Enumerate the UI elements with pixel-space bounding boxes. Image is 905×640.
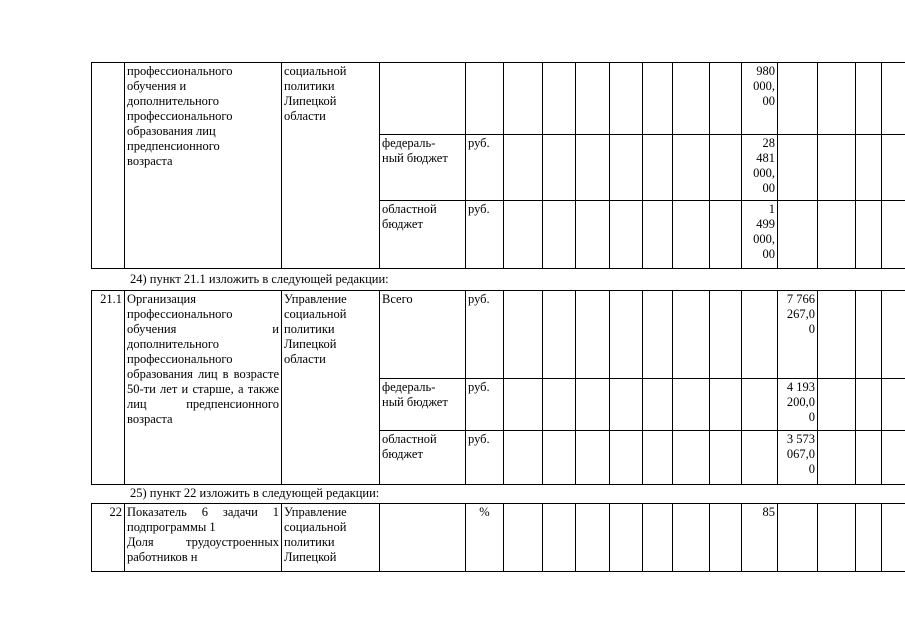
- unit-cell: руб.: [466, 201, 504, 269]
- table-row: [92, 291, 905, 379]
- amendment-note-24: 24) пункт 21.1 изложить в следующей редакции:: [130, 272, 389, 286]
- funding-source: федераль- ный бюджет: [380, 379, 466, 431]
- table-continuation: [91, 62, 905, 269]
- unit-cell: %: [466, 504, 504, 572]
- table-row: [92, 63, 905, 135]
- funding-source: [380, 63, 466, 135]
- measure-description: профессионального обучения и дополнительного профессионального образования лиц предпенсионного возраста: [125, 63, 282, 269]
- value-cell: 980 000, 00: [742, 63, 778, 135]
- unit-cell: руб.: [466, 291, 504, 379]
- value-cell: 4 193 200,0 0: [778, 379, 818, 431]
- funding-source: областной бюджет: [380, 201, 466, 269]
- unit-cell: руб.: [466, 379, 504, 431]
- unit-cell: руб.: [466, 431, 504, 485]
- responsible-executor: социальной политики Липецкой области: [282, 63, 380, 269]
- value-cell: 3 573 067,0 0: [778, 431, 818, 485]
- value-cell: 7 766 267,0 0: [778, 291, 818, 379]
- funding-source: Всего: [380, 291, 466, 379]
- amendment-note-25: 25) пункт 22 изложить в следующей редакции:: [130, 486, 380, 500]
- item-number: 22: [92, 504, 125, 572]
- value-cell: 1 499 000, 00: [742, 201, 778, 269]
- funding-source: федераль- ный бюджет: [380, 135, 466, 201]
- number-cell: [92, 63, 125, 269]
- value-cell: 28 481 000, 00: [742, 135, 778, 201]
- item-number: 21.1: [92, 291, 125, 485]
- unit-cell: [466, 63, 504, 135]
- indicator-description: Показатель 6 задачи 1 подпрограммы 1 Доля трудоустроенных работников н: [125, 504, 282, 572]
- responsible-executor: Управление социальной политики Липецкой области: [282, 291, 380, 485]
- table-row: [92, 504, 905, 572]
- table-item-22: [91, 503, 905, 572]
- funding-source: областной бюджет: [380, 431, 466, 485]
- responsible-executor: Управление социальной политики Липецкой: [282, 504, 380, 572]
- unit-cell: руб.: [466, 135, 504, 201]
- measure-description: Организация профессионального обучения и дополнительного профессионального образования лиц в возрасте 50-ти лет и старше, а также лиц предпенсионного возраста: [125, 291, 282, 485]
- table-item-21-1: [91, 290, 905, 485]
- value-cell: 85: [742, 504, 778, 572]
